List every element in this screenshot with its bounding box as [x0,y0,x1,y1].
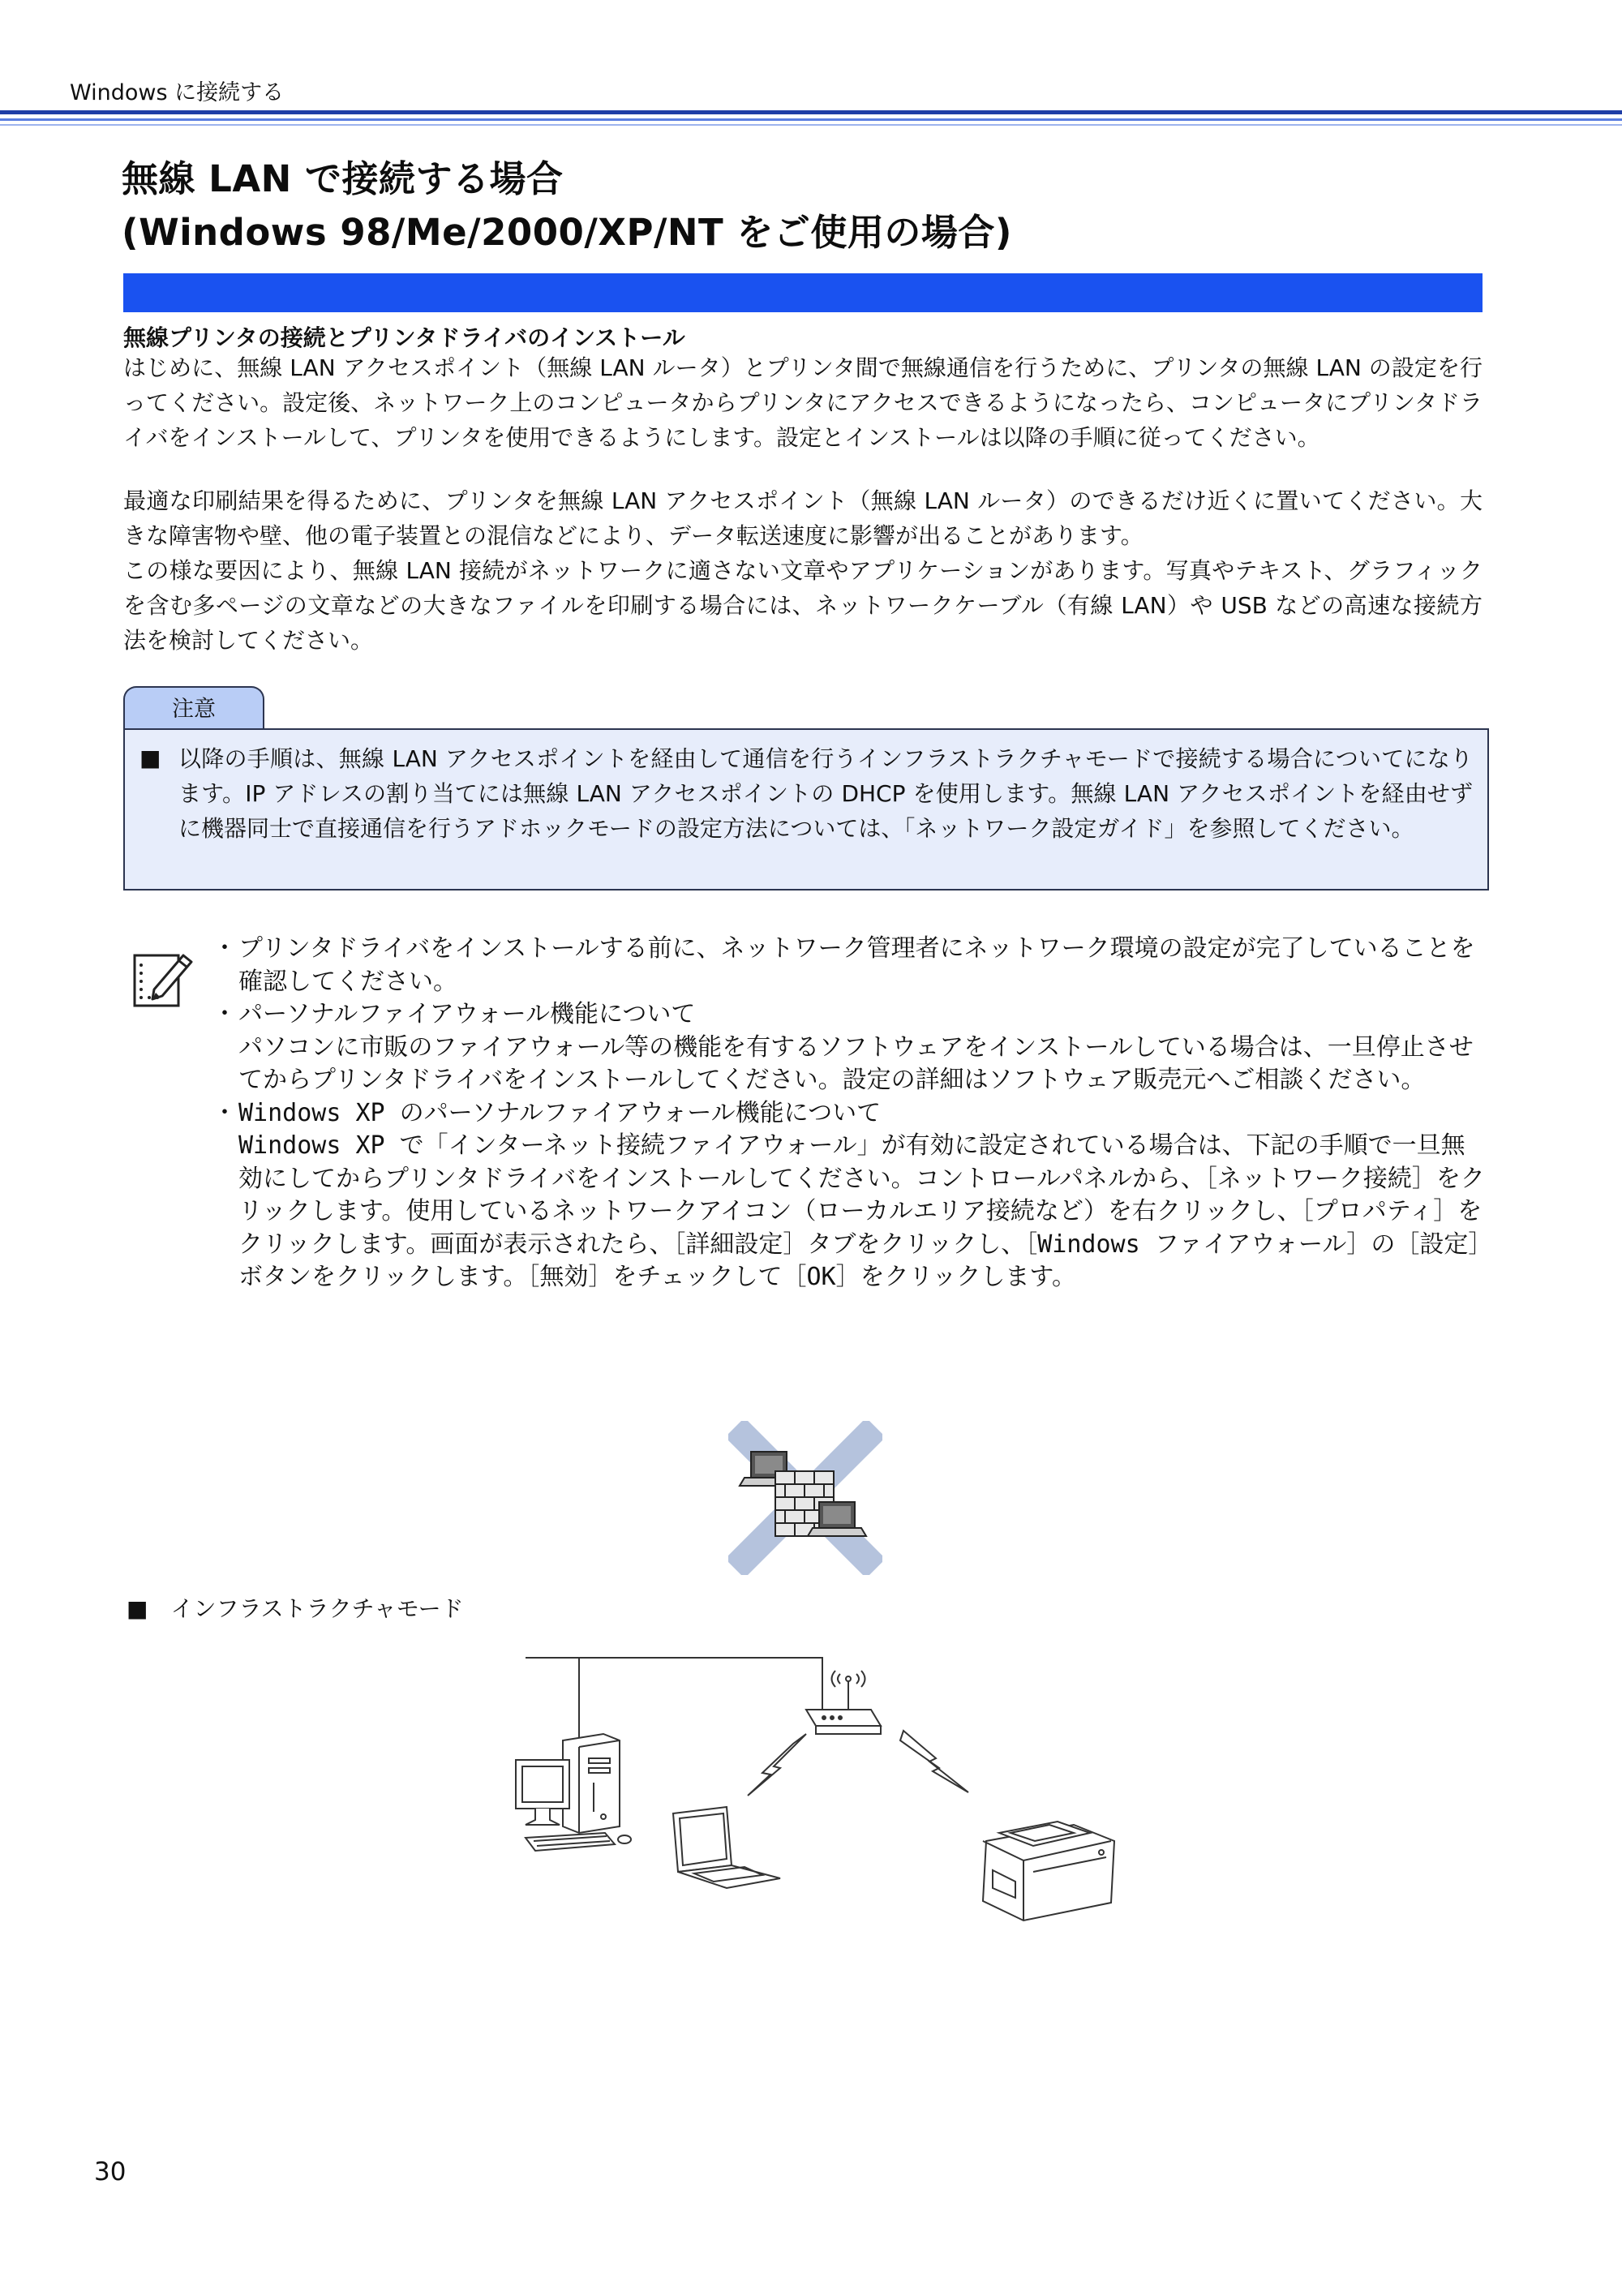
note-text: プリンタドライバをインストールする前に、ネットワーク管理者にネットワーク環境の設定が完了していることを確認してください。 [238,934,1475,996]
note-item [212,1032,1486,1097]
section-heading: 無線プリンタの接続とプリンタドライバのインストール [123,324,685,351]
note-item [212,933,1486,998]
page-title-line-1: 無線 LAN で接続する場合 [122,157,564,200]
note-text: Windows XP のパーソナルファイアウォール機能について [238,1098,882,1127]
page-title-line-2: (Windows 98/Me/2000/XP/NT をご使用の場合) [122,211,1012,254]
caution-text: 以降の手順は、無線 LAN アクセスポイントを経由して通信を行うインフラストラクチャモードで接続する場合についてになります。IP アドレスの割り当てには無線 LAN アクセスポイントの DHCP を使用します。無線 LAN アクセスポイントを経由せずに機器同士で直接通信を行うアドホックモードの設定方法については、「ネットワーク設定ガイド」を参照してください。 [178,745,1473,842]
caution-label: 注意 [123,686,264,728]
running-header: Windows に接続する [70,80,285,105]
page-number: 30 [94,2157,127,2187]
note-item [212,998,1486,1032]
note-bullet: ・ [212,934,237,963]
note-item [212,1097,1486,1131]
header-rule [0,110,1622,114]
note-text: パソコンに市販のファイアウォール等の機能を有するソフトウェアをインストールしている場合は、一旦停止させてからプリンタドライバをインストールしてください。設定の詳細はソフトウェア販売元へご相談ください。 [238,1032,1474,1094]
note-bullet [212,1032,238,1097]
note-bullet: ・ [212,1098,237,1127]
note-bullet [212,1130,238,1294]
paragraph-2: 最適な印刷結果を得るために、プリンタを無線 LAN アクセスポイント（無線 LAN ルータ）のできるだけ近くに置いてください。大きな障害物や壁、他の電子装置との混信などにより、データ転送速度に影響が出ることがあります。 [123,487,1483,549]
infrastructure-mode-diagram [514,1653,1131,1929]
title-bar [123,273,1483,312]
memo-pencil-icon [130,947,195,1012]
note-item [212,1130,1486,1294]
paragraph-3: この様な要因により、無線 LAN 接続がネットワークに適さない文章やアプリケーションがあります。写真やテキスト、グラフィックを含む多ページの文章などの大きなファイルを印刷する場合には、ネットワークケーブル（有線 LAN）や USB などの高速な接続方法を検討してください。 [123,557,1483,654]
note-bullet: ・ [212,1000,237,1028]
header-rule-tertiary [0,124,1622,126]
caution-bullet: ■ [139,745,161,771]
paragraph-1: はじめに、無線 LAN アクセスポイント（無線 LAN ルータ）とプリンタ間で無線通信を行うために、プリンタの無線 LAN の設定を行ってください。設定後、ネットワーク上のコンピュータからプリンタにアクセスできるようになったら、コンピュータにプリンタドライバをインストールして、プリンタを使用できるようにします。設定とインストールは以降の手順に従ってください。 [123,354,1483,451]
infrastructure-mode-label: ■ インフラストラクチャモード [127,1595,464,1622]
header-rule-secondary [0,118,1622,121]
note-text: パーソナルファイアウォール機能について [238,1000,696,1028]
note-list [212,933,1486,1294]
firewall-crossed-icon [728,1421,882,1575]
note-text: Windows XP で「インターネット接続ファイアウォール」が有効に設定されている場合は、下記の手順で一旦無効にしてからプリンタドライバをインストールしてください。コントロールパネルから、［ネットワーク接続］をクリックします。使用しているネットワークアイコン（ローカルエリア接続など）を右クリックし、［プロパティ］をクリックします。画面が表示されたら、［詳細設定］タブをクリックし、［Windows ファイアウォール］の［設定］ボタンをクリックします。［無効］をチェックして［OK］をクリックします。 [238,1131,1485,1291]
